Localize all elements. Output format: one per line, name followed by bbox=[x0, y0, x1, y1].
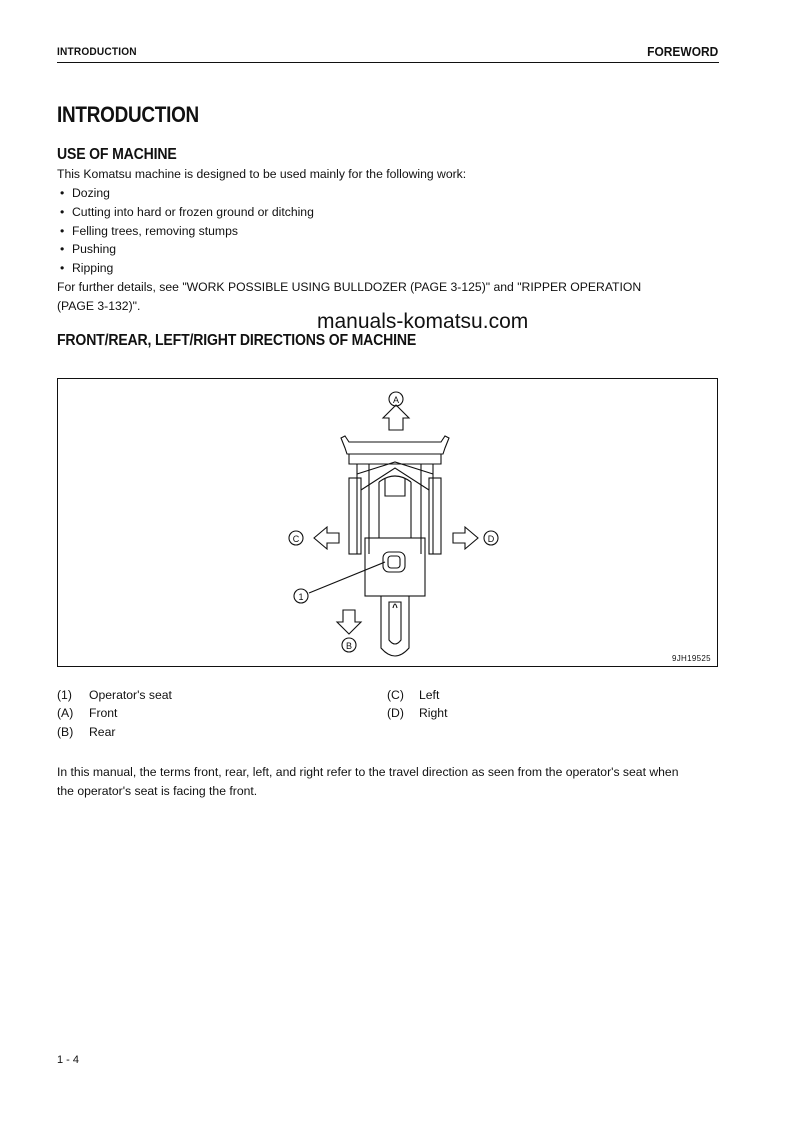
bullet-glyph: • bbox=[60, 186, 65, 200]
rear-arrow-icon bbox=[337, 610, 361, 634]
list-item bbox=[60, 184, 314, 203]
use-intro-text: This Komatsu machine is designed to be used mainly for the following work: bbox=[57, 167, 467, 181]
ripper-tip bbox=[393, 604, 397, 608]
ripper-shank bbox=[389, 602, 401, 644]
seat-cushion bbox=[388, 556, 400, 568]
legend-label: Front bbox=[89, 706, 118, 720]
page-number: 1 - 4 bbox=[57, 1054, 80, 1066]
legend-number: (B) bbox=[57, 725, 74, 739]
legend-label: Rear bbox=[89, 725, 116, 739]
left-track bbox=[349, 478, 361, 554]
further-details-line-2: (PAGE 3-132)". bbox=[57, 299, 141, 313]
list-item-label: Felling trees, removing stumps bbox=[72, 223, 238, 238]
directions-heading: FRONT/REAR, LEFT/RIGHT DIRECTIONS OF MACHINE bbox=[57, 332, 417, 349]
header-section-label: INTRODUCTION bbox=[57, 46, 137, 58]
list-item bbox=[60, 259, 314, 278]
callout-a-label: A bbox=[392, 395, 400, 405]
right-track bbox=[429, 478, 441, 554]
legend-label: Left bbox=[419, 688, 440, 702]
arm-pins bbox=[353, 478, 437, 554]
front-arrow-icon bbox=[383, 405, 409, 430]
bullet-glyph: • bbox=[60, 242, 65, 257]
push-arms bbox=[357, 464, 433, 554]
machine-top-view-illustration bbox=[57, 378, 718, 667]
header-rule bbox=[57, 62, 719, 63]
work-list bbox=[60, 184, 314, 278]
legend-item bbox=[57, 725, 115, 739]
legend-number: (D) bbox=[387, 706, 404, 720]
closing-line-2: the operator's seat is facing the front. bbox=[57, 784, 258, 798]
legend-number: (1) bbox=[57, 688, 72, 702]
header-chapter-label: FOREWORD bbox=[646, 44, 718, 59]
callout-b-label: B bbox=[345, 641, 353, 651]
further-details-line-1: For further details, see "WORK POSSIBLE USING BULLDOZER (PAGE 3-125)" and "RIPPER OPERATION bbox=[57, 280, 642, 294]
list-item-label: Cutting into hard or frozen ground or ditching bbox=[72, 204, 314, 219]
engine-hood bbox=[379, 476, 411, 538]
list-item-label: Ripping bbox=[72, 261, 114, 276]
list-item bbox=[60, 203, 314, 222]
bullet-glyph: • bbox=[60, 204, 65, 219]
bullet-glyph: • bbox=[60, 261, 65, 276]
list-item-label: Dozing bbox=[72, 186, 110, 200]
legend-item bbox=[387, 706, 447, 720]
ripper-frame bbox=[381, 596, 409, 656]
legend-number: (C) bbox=[387, 688, 404, 702]
use-of-machine-heading: USE OF MACHINE bbox=[57, 146, 177, 163]
closing-line-1: In this manual, the terms front, rear, left, and right refer to the travel direction as seen from the operator's seat when bbox=[57, 765, 679, 779]
legend-item bbox=[387, 688, 439, 702]
page-title: INTRODUCTION bbox=[57, 102, 199, 127]
list-item bbox=[60, 240, 314, 259]
seat-leader-line bbox=[309, 562, 385, 593]
watermark-text: manuals-komatsu.com bbox=[317, 310, 529, 333]
left-arrow-icon bbox=[314, 527, 339, 549]
legend-label: Operator's seat bbox=[89, 688, 172, 702]
right-arrow-icon bbox=[453, 527, 478, 549]
blade-icon bbox=[341, 436, 449, 454]
callout-c-label: C bbox=[292, 534, 300, 544]
machine-figure bbox=[57, 378, 718, 667]
legend-number: (A) bbox=[57, 706, 74, 720]
legend-label: Right bbox=[419, 706, 448, 720]
legend-item bbox=[57, 688, 172, 702]
list-item-label: Pushing bbox=[72, 242, 117, 257]
operator-seat-icon bbox=[383, 552, 405, 572]
legend-item bbox=[57, 706, 117, 720]
callout-d-label: D bbox=[487, 534, 495, 544]
bullet-glyph: • bbox=[60, 223, 65, 238]
callout-1-label: 1 bbox=[298, 592, 304, 602]
hood-detail bbox=[385, 478, 405, 496]
list-item bbox=[60, 222, 314, 241]
figure-id: 9JH19525 bbox=[672, 654, 711, 663]
